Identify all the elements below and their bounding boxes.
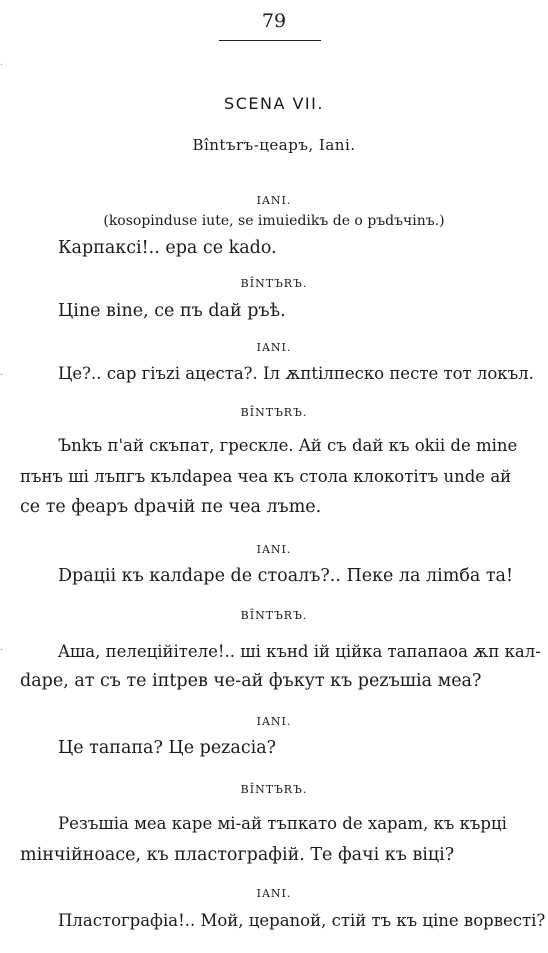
dialogue-line: Пластографia!.. Мoй, цepanoй, стiй тъ къ цine ворвeстi? xyxy=(58,911,546,930)
speaker-label: IANI. xyxy=(256,194,292,207)
dialogue-line: Ъnkъ п'aй скъпат, грескле. Aй съ daй къ okii de mine xyxy=(58,436,518,455)
dialogue-line: се те фeapъ dpaчiй пе чea лъme. xyxy=(20,497,322,517)
speaker-label: IANI. xyxy=(256,543,292,556)
dialogue-line: dape, ат съ те iпtpeв че-aй фъкут къ pezъшia меа? xyxy=(20,671,482,691)
header-rule xyxy=(219,40,321,41)
speaker-label: BÎNTЪRЪ. xyxy=(240,406,308,419)
character-list: Bîntъrъ-цеаръ, Iani. xyxy=(192,136,356,154)
speaker-label: IANI. xyxy=(256,341,292,354)
speaker-label: IANI. xyxy=(256,887,292,900)
scene-title: SCENA VII. xyxy=(224,94,324,113)
speaker-label: BÎNTЪRЪ. xyxy=(240,783,308,796)
dialogue-line: miнчiйнoace, къ пластографiй. Те фачi къ вiцi? xyxy=(20,845,455,865)
scan-mark: · xyxy=(0,60,4,71)
dialogue-line: Цine вine, се пъ daй ръѣ. xyxy=(58,301,286,321)
scan-mark: · xyxy=(0,370,4,381)
speaker-label: BÎNTЪRЪ. xyxy=(240,609,308,622)
speaker-label: IANI. xyxy=(256,715,292,728)
dialogue-line: Dpaцii къ калdape de стоалъ?.. Пеке ла лimба та! xyxy=(58,566,514,586)
dialogue-line: Aша, пeлeцiйiтеле!.. шi кънd iй цiйка тапапаоа ѫп кал- xyxy=(58,642,541,661)
speaker-label: BÎNTЪRЪ. xyxy=(240,277,308,290)
page-number: 79 xyxy=(261,10,287,32)
dialogue-line: Це тапапа? Це pezacia? xyxy=(58,738,277,758)
scan-mark: · xyxy=(0,645,4,656)
dialogue-line: Pезъшia меа каре мi-aй тъпкато de хapam, къ кърцi xyxy=(58,814,507,833)
dialogue-line: Карпаксi!.. ера се kado. xyxy=(58,238,277,258)
dialogue-line: пънъ шi лъпгъ кълdapea чеа къ стола клокотiтъ unde aй xyxy=(20,467,512,486)
dialogue-line: Це?.. саp гiъzi ацеста?. Iл ѫпtiлпеско песте тот локъл. xyxy=(58,364,534,383)
stage-direction: (kosopinduse iute, se imuiedikъ de o pъdъчinъ.) xyxy=(103,213,445,229)
